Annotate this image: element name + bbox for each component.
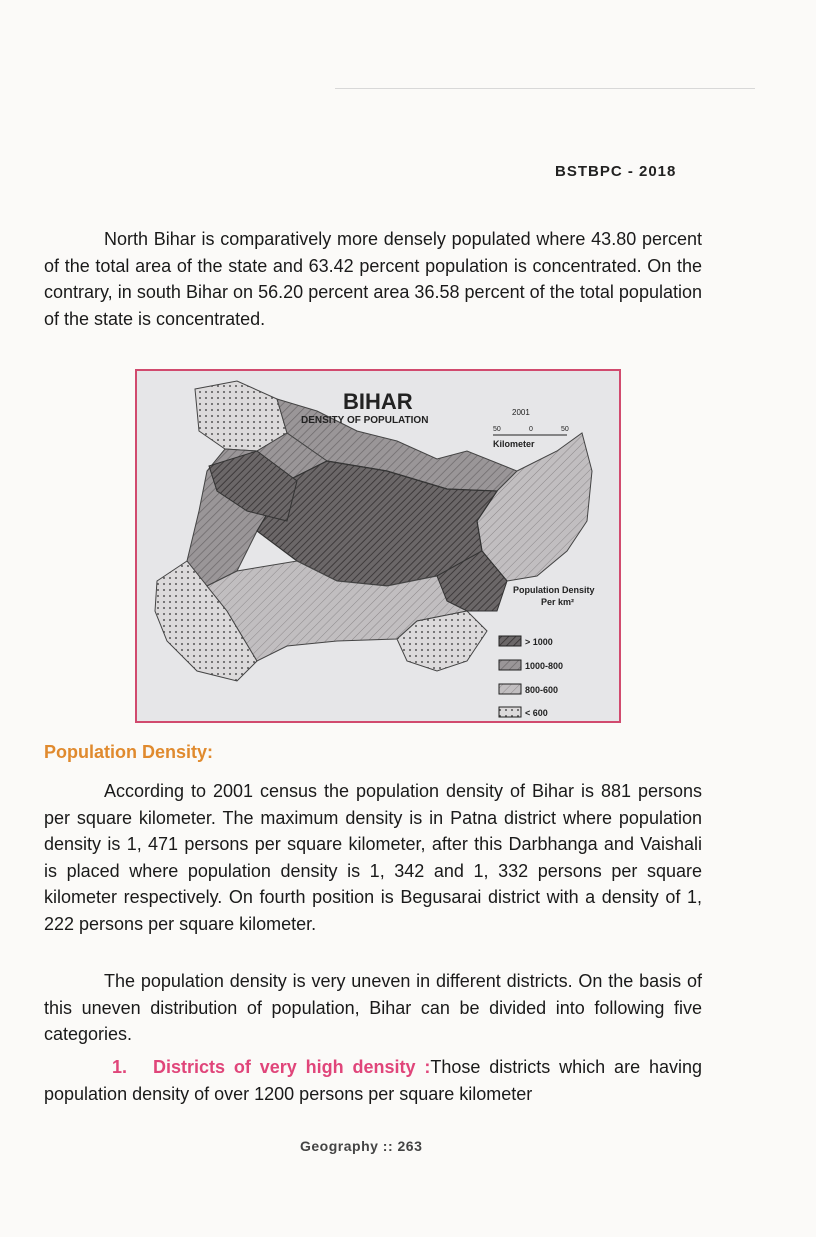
- scale-tick-left: 50: [493, 426, 501, 433]
- scale-tick-right: 50: [561, 426, 569, 433]
- legend-title: Population Density: [513, 585, 595, 595]
- page-footer: Geography :: 263: [300, 1138, 423, 1154]
- uneven-paragraph: The population density is very uneven in different districts. On the basis of this uneven distribution of population, Bihar can be divided into following five categories.: [44, 971, 702, 1044]
- section-heading: Population Density:: [44, 742, 214, 762]
- top-rule: [335, 88, 755, 89]
- scale-unit: Kilometer: [493, 439, 535, 449]
- legend-label-1: > 1000: [525, 637, 553, 647]
- legend-swatch-1: [499, 636, 521, 646]
- intro-paragraph: North Bihar is comparatively more densely populated where 43.80 percent of the total area of the state and 63.42 percent population is concentrated. On the contrary, in south Bihar on 56.20 percent area 36.58 percent of the total population of the state is concentrated.: [44, 229, 702, 329]
- legend-swatch-2: [499, 660, 521, 670]
- legend-swatch-4: [499, 707, 521, 717]
- bihar-density-map: [135, 369, 621, 723]
- legend-label-2: 1000-800: [525, 661, 564, 671]
- legend-label-3: 800-600: [525, 685, 559, 695]
- scale-tick-mid: 0: [529, 426, 533, 433]
- legend-label-4: < 600: [525, 708, 548, 718]
- legend-swatch-3: [499, 684, 521, 694]
- map-title: BIHAR: [343, 389, 413, 414]
- list-item-text: Those districts which are having population density of over 1200 persons per square kilometer: [44, 1057, 702, 1104]
- list-item-number: 1.: [112, 1057, 128, 1077]
- page-header-code: BSTBPC - 2018: [555, 163, 677, 180]
- list-item-title: Districts of very high density :: [153, 1057, 431, 1077]
- density-paragraph: According to 2001 census the population density of Bihar is 881 persons per square kilometer. The maximum density is in Patna district where population density is 1, 471 persons per square kilometer, after this Darbhanga and Vaishali is placed where population density is 1, 342 and 1, 332 persons per square kilometer respectively. On fourth position is Begusarai district with a density of 1, 222 persons per square kilometer.: [44, 781, 702, 934]
- map-svg: [137, 371, 619, 721]
- legend-unit: Per km²: [541, 597, 575, 607]
- list-item: [44, 1054, 702, 1107]
- map-year: 2001: [512, 408, 530, 417]
- map-subtitle: DENSITY OF POPULATION: [301, 415, 429, 426]
